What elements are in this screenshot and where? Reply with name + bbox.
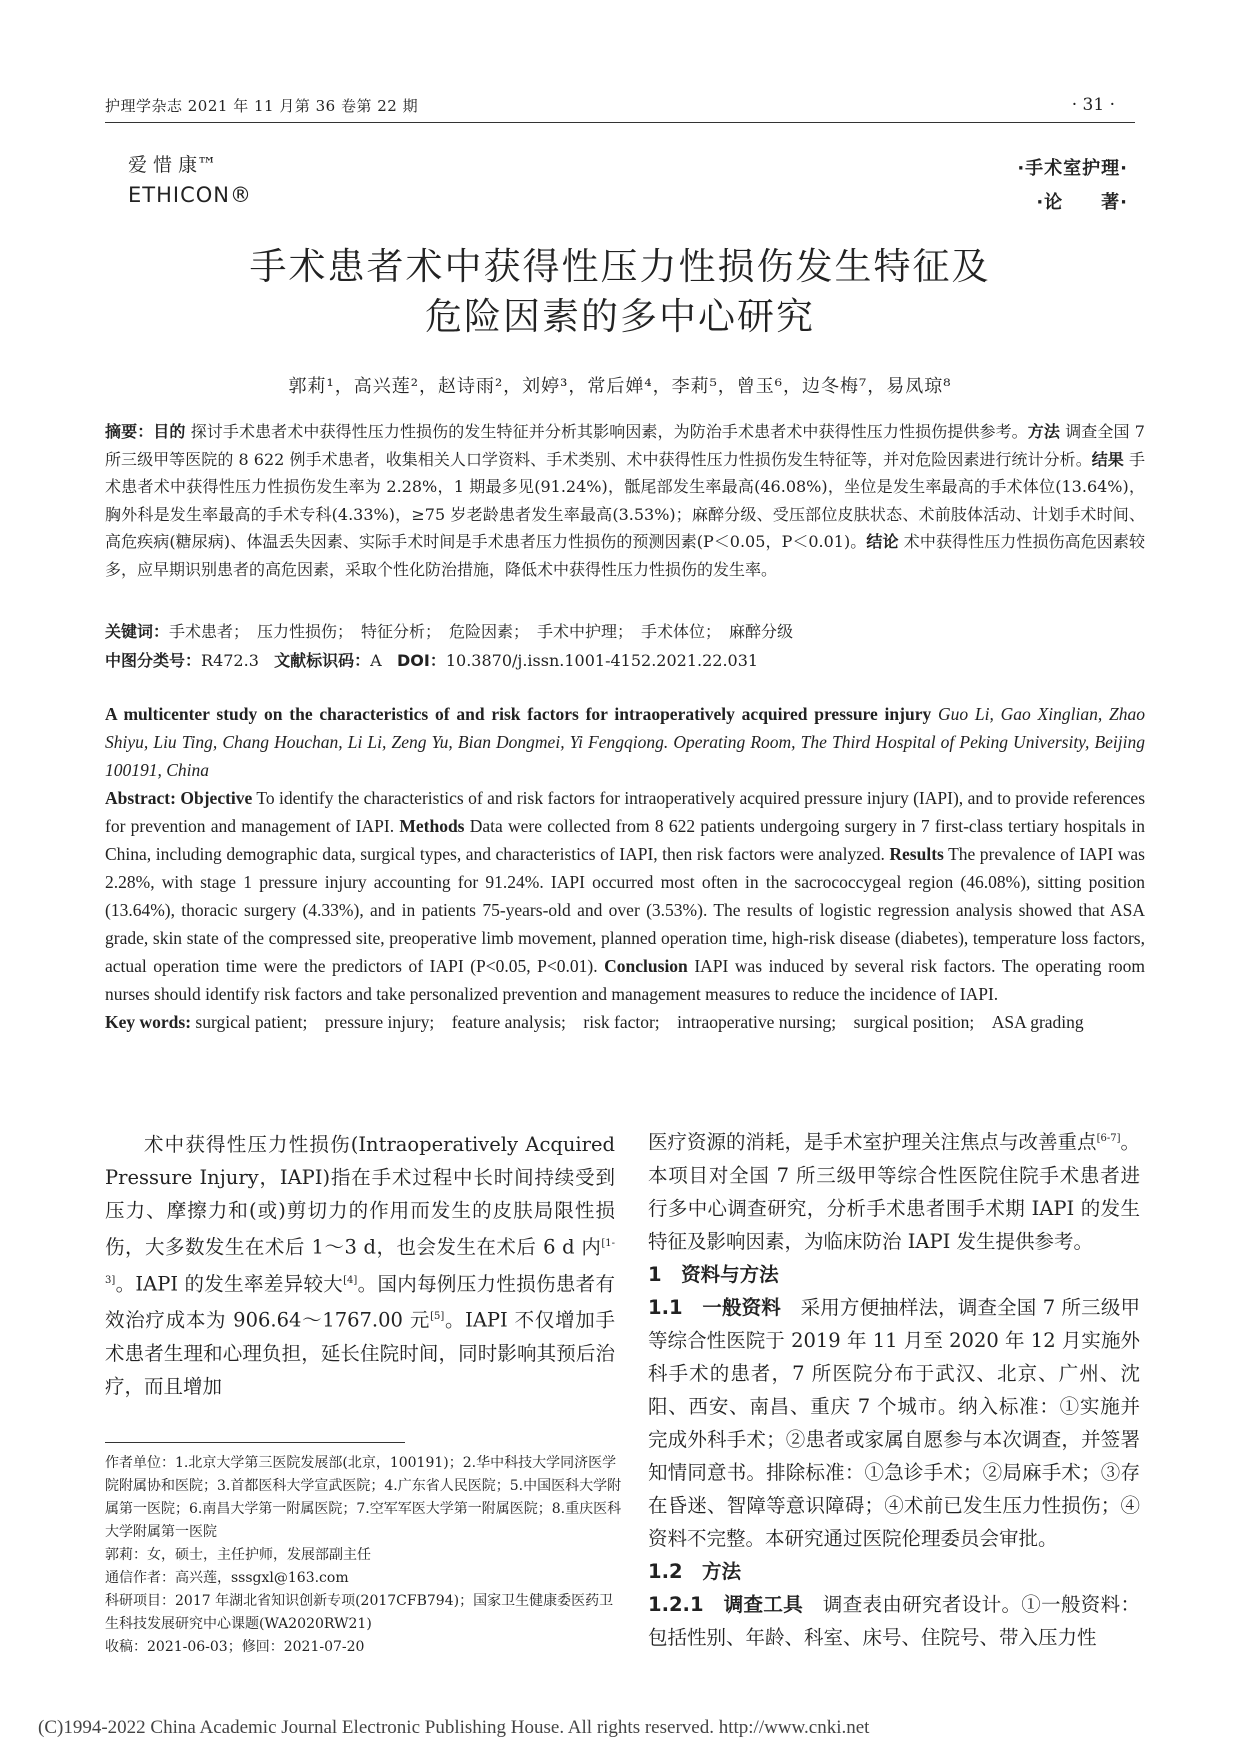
title-line-2: 危险因素的多中心研究	[425, 295, 815, 338]
conclusion-text: 术中获得性压力性损伤高危因素较多，应早期识别患者的高危因素，采取个性化防治措施，降低术中获得性压力性损伤的发生率。	[105, 532, 1145, 579]
en-title: A multicenter study on the characteristics of and risk factors for intraoperatively acquired pressure injury	[105, 704, 932, 724]
en-keywords-label: Key words:	[105, 1012, 192, 1032]
journal-header: 护理学杂志 2021 年 11 月第 36 卷第 22 期	[105, 97, 419, 115]
section-1-2-1-text: 调查表由研究者设计。①一般资料：包括性别、年龄、科室、床号、住院号、带入压力性	[648, 1592, 1140, 1649]
section-1-2-1	[648, 1588, 1140, 1654]
en-abstract-label: Abstract:	[105, 788, 176, 808]
methods-text: 调查全国 7 所三级甲等医院的 8 622 例手术患者，收集相关人口学资料、手术类别、术中获得性压力性损伤发生特征等，并对危险因素进行统计分析。	[105, 422, 1145, 469]
objective-text: 探讨手术患者术中获得性压力性损伤的发生特征并分析其影响因素，为防治手术患者术中获得性压力性损伤提供参考。	[190, 422, 1028, 441]
citation-6-7: [6-7]	[1096, 1133, 1121, 1144]
abstract-label: 摘要：	[105, 422, 154, 441]
methods-label: 方法	[1027, 422, 1060, 441]
footnote-dates: 收稿：2021-06-03；修回：2021-07-20	[105, 1639, 365, 1655]
en-conclusion-text: IAPI was induced by several risk factors. The operating room nurses should identify risk factors and take personalized prevention and management measures to reduce the incidence of IAPI.	[105, 956, 1146, 1004]
copyright-footer: (C)1994-2022 China Academic Journal Electronic Publishing House. All rights reserved. http://www.cnki.net	[38, 1717, 870, 1738]
header-divider	[105, 122, 1135, 123]
keywords-cn	[105, 619, 1145, 642]
en-objective-label: Objective	[180, 788, 253, 808]
continued-text-1: 医疗资源的消耗，是手术室护理关注焦点与改善重点	[648, 1130, 1097, 1154]
clc-value: R472.3	[201, 651, 259, 670]
classification-line	[105, 648, 1145, 671]
footnote-corresponding: 通信作者：高兴莲，sssgxl@163.com	[105, 1570, 349, 1586]
doc-code-value: A	[370, 651, 382, 670]
en-results-text: The prevalence of IAPI was 2.28%, with stage 1 pressure injury accounting for 91.24%. IAPI occurred most often in the sacrococcygeal region (46.08%), sitting position (13.64%), thoracic surgery (4.33%), and in patients 75-years-old and over (3.53%). The results of logistic regression analysis showed that ASA grade, skin state of the compressed site, preoperative limb movement, planned operation time, high-risk disease (diabetes), temperature loss factors, actual operation time were the predictors of IAPI (P<0.05, P<0.01).	[105, 844, 1145, 976]
page-number: · 31 ·	[1071, 95, 1115, 115]
abstract-en	[105, 700, 1145, 1036]
en-objective-text: To identify the characteristics of and risk factors for intraoperatively acquired pressure injury (IAPI), and to provide references for prevention and management of IAPI.	[105, 788, 1146, 836]
continued-paragraph	[648, 1122, 1140, 1258]
results-text: 手术患者术中获得性压力性损伤发生率为 2.28%，1 期最多见(91.24%)，骶尾部发生率最高(46.08%)，坐位是发生率最高的手术体位(13.64%)，胸外科是发生率最高的手术专科(4.33%)，≥75 岁老龄患者发生率最高(3.53%)；麻醉分级、受压部位皮肤状态、术前肢体活动、计划手术时间、高危疾病(糖尿病)、体温丢失因素、实际手术时间是手术患者压力性损伤的预测因素(P＜0.05，P＜0.01)。	[105, 449, 1145, 551]
conclusion-label: 结论	[866, 532, 899, 551]
intro-text-2: 。IAPI 的发生率差异较大	[115, 1272, 344, 1295]
citation-4: [4]	[343, 1274, 358, 1286]
clc-label: 中图分类号：	[105, 651, 202, 670]
intro-paragraph	[105, 1128, 615, 1403]
footnotes	[105, 1452, 625, 1659]
title-line-1: 手术患者术中获得性压力性损伤发生特征及	[249, 245, 991, 288]
intro-text-1: 术中获得性压力性损伤(Intraoperatively Acquired Pressure Injury，IAPI)指在手术过程中长时间持续受到压力、摩擦力和(或)剪切力的作用而发生的皮肤局限性损伤，大多数发生在术后 1～3 d，也会发生在术后 6 d 内	[105, 1133, 615, 1259]
author-list: 郭莉¹，高兴莲²，赵诗雨²，刘婷³，常后婵⁴，李莉⁵，曾玉⁶，边冬梅⁷，易凤琼⁸	[288, 376, 952, 397]
column-label-type: ·论 著·	[1036, 192, 1128, 213]
footnote-divider	[105, 1442, 405, 1443]
sponsor-brand: ETHICON®	[128, 183, 252, 207]
continued-text-2: 。本项目对全国 7 所三级甲等综合性医院住院手术患者进行多中心调查研究，分析手术患者围手术期 IAPI 的发生特征及影响因素，为临床防治 IAPI 发生提供参考。	[648, 1130, 1140, 1253]
keywords-cn-text: 手术患者； 压力性损伤； 特征分析； 危险因素； 手术中护理； 手术体位； 麻醉分级	[169, 622, 794, 641]
keywords-cn-label: 关键词：	[105, 622, 170, 641]
section-heading-1: 1 资料与方法	[648, 1262, 779, 1286]
en-conclusion-label: Conclusion	[604, 956, 688, 976]
body-right-column	[648, 1122, 1140, 1654]
doc-code-label: 文献标识码：	[274, 651, 371, 670]
en-keywords-text: surgical patient; pressure injury; feature analysis; risk factor; intraoperative nursing; surgical position; ASA grading	[195, 1012, 1084, 1032]
doi-value: 10.3870/j.issn.1001-4152.2021.22.031	[445, 651, 759, 670]
column-labels	[1017, 152, 1128, 220]
section-1-1	[648, 1291, 1140, 1555]
section-heading-1-2: 1.2 方法	[648, 1559, 742, 1583]
footnote-first-author: 郭莉：女，硕士，主任护师，发展部副主任	[105, 1547, 371, 1563]
article-title	[0, 242, 1240, 342]
sponsor-block	[128, 150, 252, 210]
section-heading-1-1: 1.1 一般资料	[648, 1295, 781, 1319]
footnote-funding: 科研项目：2017 年湖北省知识创新专项(2017CFB794)；国家卫生健康委医药卫生科技发展研究中心课题(WA2020RW21)	[105, 1593, 614, 1632]
results-label: 结果	[1091, 449, 1124, 469]
footnote-affiliations: 作者单位：1.北京大学第三医院发展部(北京，100191)；2.华中科技大学同济医学院附属协和医院；3.首都医科大学宣武医院；4.广东省人民医院；5.中国医科大学附属第一医院；6.南昌大学第一附属医院；7.空军军医大学第一附属医院；8.重庆医科大学附属第一医院	[105, 1455, 622, 1540]
objective-label: 目的	[153, 422, 186, 441]
en-methods-text: Data were collected from 8 622 patients undergoing surgery in 7 first-class tertiary hospitals in China, including demographic data, surgical types, and characteristics of IAPI, then risk factors were analyzed.	[105, 816, 1146, 864]
citation-5: [5]	[430, 1311, 445, 1322]
en-methods-label: Methods	[399, 816, 465, 836]
section-heading-1-2-1: 1.2.1 调查工具	[648, 1592, 804, 1616]
sponsor-cn-name: 爱 惜 康™	[128, 154, 217, 176]
column-label-section: ·手术室护理·	[1017, 158, 1128, 179]
intro-text-4: 。IAPI 不仅增加手术患者生理和心理负担，延长住院时间，同时影响其预后治疗，而且增加	[105, 1308, 615, 1398]
intro-text-3: 。国内每例压力性损伤患者有效治疗成本为 906.64～1767.00 元	[105, 1272, 615, 1332]
en-authors-affiliation: Guo Li, Gao Xinglian, Zhao Shiyu, Liu Ting, Chang Houchan, Li Li, Zeng Yu, Bian Dongmei, Yi Fengqiong. Operating Room, The Third Hospital of Peking University, Beijing 100191, China	[105, 704, 1145, 780]
body-left-column	[105, 1128, 615, 1403]
en-results-label: Results	[889, 844, 944, 864]
section-1-1-text: 采用方便抽样法，调查全国 7 所三级甲等综合性医院于 2019 年 11 月至 2020 年 12 月实施外科手术的患者，7 所医院分布于武汉、北京、广州、沈阳、西安、南昌、重庆 7 个城市。纳入标准：①实施并完成外科手术；②患者或家属自愿参与本次调查，并签署知情同意书。排除标准：①急诊手术；②局麻手术；③存在昏迷、智障等意识障碍；④术前已发生压力性损伤；④资料不完整。本研究通过医院伦理委员会审批。	[648, 1295, 1140, 1550]
abstract-cn	[105, 418, 1145, 583]
doi-label: DOI：	[396, 651, 446, 670]
citation-1-3: [1-3]	[105, 1238, 615, 1286]
